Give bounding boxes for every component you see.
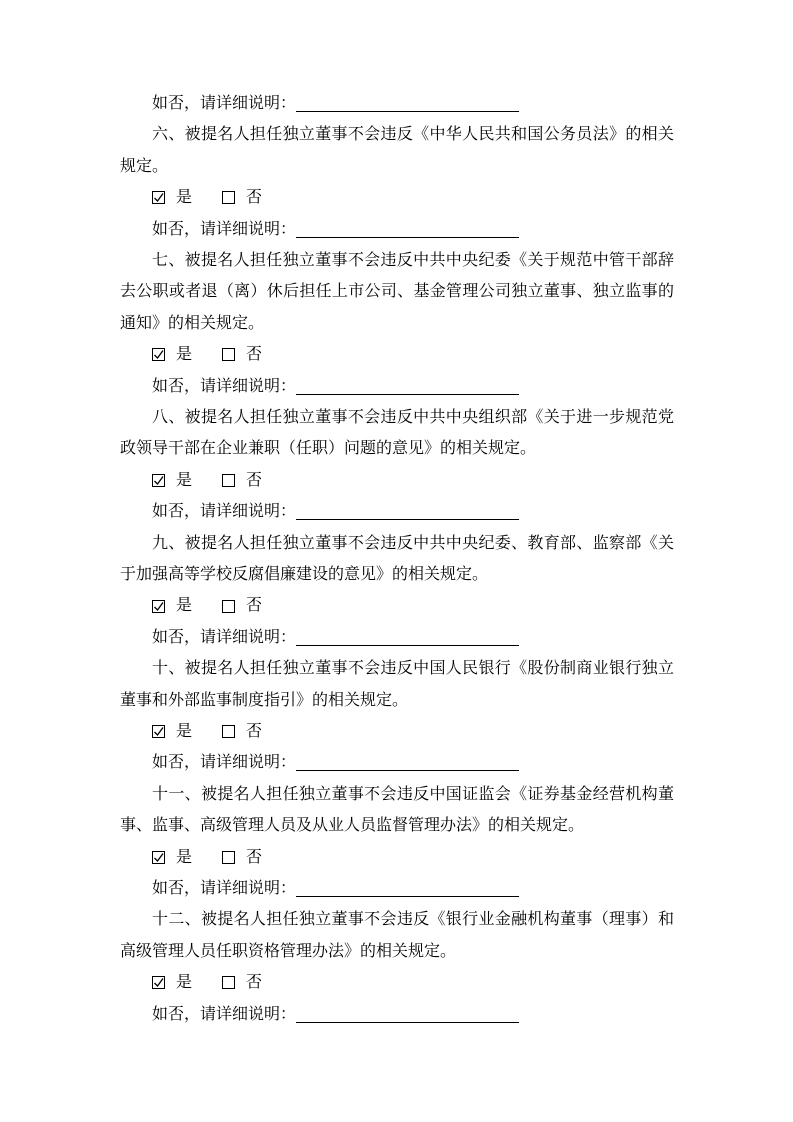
checkbox-row — [120, 842, 674, 873]
leading-explain-row — [120, 88, 674, 119]
explain-blank-field[interactable] — [296, 1006, 519, 1023]
yes-checkbox-icon[interactable] — [152, 976, 165, 989]
explain-label: 如否，请详细说明： — [152, 879, 297, 897]
yes-label: 是 — [176, 346, 193, 364]
explain-blank-field[interactable] — [296, 503, 519, 520]
explain-row — [120, 747, 674, 778]
question-item-7 — [120, 245, 674, 402]
explain-blank-field[interactable] — [296, 629, 519, 646]
explain-row — [120, 371, 674, 402]
no-label: 否 — [246, 471, 263, 489]
explain-row — [120, 496, 674, 527]
no-label: 否 — [246, 974, 263, 992]
yes-checkbox-icon[interactable] — [152, 851, 165, 864]
explain-blank-field[interactable] — [296, 754, 519, 771]
yes-label: 是 — [176, 597, 193, 615]
question-statement: 十二、被提名人担任独立董事不会违反《银行业金融机构董事（理事）和高级管理人员任职资格管理办法》的相关规定。 — [120, 911, 674, 960]
question-statement: 六、被提名人担任独立董事不会违反《中华人民共和国公务员法》的相关规定。 — [120, 126, 674, 175]
question-item-6 — [120, 119, 674, 245]
yes-checkbox-icon[interactable] — [152, 348, 165, 361]
explain-row — [120, 214, 674, 245]
checkbox-row — [120, 590, 674, 621]
explain-row — [120, 622, 674, 653]
explain-label: 如否，请详细说明： — [152, 377, 297, 395]
no-checkbox-icon[interactable] — [222, 725, 235, 738]
question-statement: 八、被提名人担任独立董事不会违反中共中央组织部《关于进一步规范党政领导干部在企业兼职（任职）问题的意见》的相关规定。 — [120, 408, 674, 458]
yes-checkbox-icon[interactable] — [152, 474, 165, 487]
yes-checkbox-icon[interactable] — [152, 191, 165, 204]
explain-blank-field[interactable] — [296, 378, 519, 395]
explain-label: 如否，请详细说明： — [152, 95, 297, 112]
no-checkbox-icon[interactable] — [222, 348, 235, 361]
explain-label: 如否，请详细说明： — [152, 1005, 297, 1023]
checkbox-row — [120, 182, 674, 213]
explain-row — [120, 999, 674, 1030]
question-statement: 十一、被提名人担任独立董事不会违反中国证监会《证券基金经营机构董事、监事、高级管理人员及从业人员监督管理办法》的相关规定。 — [120, 785, 674, 835]
question-item-9 — [120, 528, 674, 654]
question-statement: 九、被提名人担任独立董事不会违反中共中央纪委、教育部、监察部《关于加强高等学校反腐倡廉建设的意见》的相关规定。 — [120, 534, 674, 583]
checkbox-row — [120, 339, 674, 370]
yes-label: 是 — [176, 848, 193, 866]
explain-label: 如否，请详细说明： — [152, 628, 297, 646]
no-label: 否 — [246, 189, 263, 207]
yes-checkbox-icon[interactable] — [152, 725, 165, 738]
explain-label: 如否，请详细说明： — [152, 754, 297, 772]
yes-checkbox-icon[interactable] — [152, 600, 165, 613]
yes-label: 是 — [176, 189, 193, 207]
explain-blank-field[interactable] — [296, 95, 519, 112]
checkbox-row — [120, 465, 674, 496]
no-checkbox-icon[interactable] — [222, 851, 235, 864]
no-label: 否 — [246, 848, 263, 866]
no-checkbox-icon[interactable] — [222, 976, 235, 989]
question-item-12 — [120, 904, 674, 1030]
no-label: 否 — [246, 722, 263, 740]
yes-label: 是 — [176, 974, 193, 992]
question-statement: 十、被提名人担任独立董事不会违反中国人民银行《股份制商业银行独立董事和外部监事制度指引》的相关规定。 — [120, 660, 674, 709]
explain-blank-field[interactable] — [296, 880, 519, 897]
explain-row — [120, 873, 674, 904]
explain-label: 如否，请详细说明： — [152, 503, 297, 521]
question-item-8 — [120, 402, 674, 528]
no-label: 否 — [246, 597, 263, 615]
yes-label: 是 — [176, 471, 193, 489]
question-statement: 七、被提名人担任独立董事不会违反中共中央纪委《关于规范中管干部辞去公职或者退（离）休后担任上市公司、基金管理公司独立董事、独立监事的通知》的相关规定。 — [120, 251, 674, 332]
question-item-10 — [120, 653, 674, 779]
checkbox-row — [120, 716, 674, 747]
document-content — [120, 88, 674, 1030]
explain-blank-field[interactable] — [296, 221, 519, 238]
no-checkbox-icon[interactable] — [222, 474, 235, 487]
explain-label: 如否，请详细说明： — [152, 220, 297, 238]
no-checkbox-icon[interactable] — [222, 191, 235, 204]
no-checkbox-icon[interactable] — [222, 600, 235, 613]
checkbox-row — [120, 967, 674, 998]
question-item-11 — [120, 779, 674, 905]
no-label: 否 — [246, 346, 263, 364]
yes-label: 是 — [176, 722, 193, 740]
